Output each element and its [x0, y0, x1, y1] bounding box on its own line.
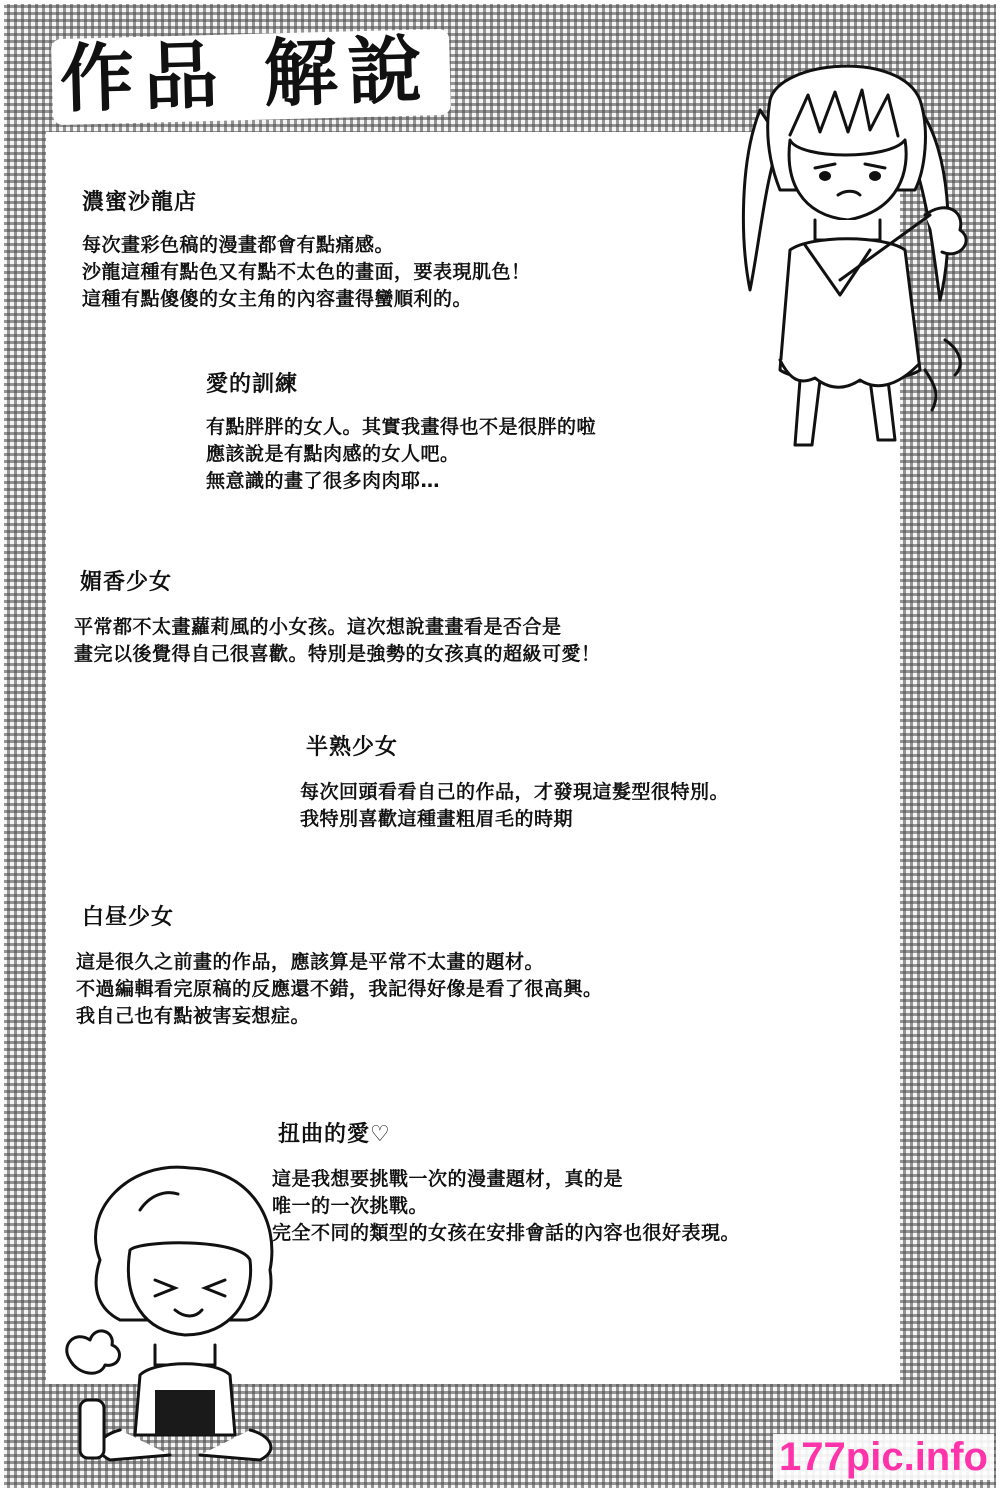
section-line: 每次回頭看看自己的作品，才發現這髮型很特別。: [300, 781, 730, 804]
section-line: 我自己也有點被害妄想症。: [76, 1005, 311, 1028]
section-notes-6: [272, 1120, 740, 1247]
section-line: 唯一的一次挑戰。: [272, 1195, 429, 1218]
section-notes-1: [82, 190, 531, 313]
section-title: 濃蜜沙龍店: [82, 190, 198, 215]
section-line: 沙龍這種有點色又有點不太色的畫面，要表現肌色！: [82, 261, 531, 284]
section-notes-5: [76, 903, 603, 1030]
section-line: 畫完以後覺得自己很喜歡。特別是強勢的女孩真的超級可愛！: [74, 643, 601, 666]
section-line: 這是很久之前畫的作品，應該算是平常不太畫的題材。: [76, 951, 545, 974]
section-title: 扭曲的愛♡: [272, 1120, 397, 1150]
page-title: 作品 解說: [51, 29, 451, 125]
section-title: 白昼少女: [76, 903, 180, 933]
section-line: 完全不同的類型的女孩在安排會話的內容也很好表現。: [272, 1222, 741, 1245]
section-notes-3: [74, 568, 601, 668]
section-notes-4: [300, 733, 729, 833]
section-line: 這種有點傻傻的女主角的內容畫得蠻順利的。: [82, 288, 473, 311]
section-line: 有點胖胖的女人。其實我畫得也不是很胖的啦: [206, 416, 597, 439]
watermark: 177pic.info: [773, 1434, 994, 1480]
section-line: 每次畫彩色稿的漫畫都會有點痛感。: [82, 234, 395, 257]
section-notes-2: [206, 372, 596, 495]
section-line: 無意識的畫了很多肉肉耶…: [206, 470, 441, 493]
section-line: 不過編輯看完原稿的反應還不錯，我記得好像是看了很高興。: [76, 978, 603, 1001]
section-line: 平常都不太畫蘿莉風的小女孩。這次想說畫畫看是否合是: [74, 616, 562, 639]
section-title: 半熟少女: [300, 733, 404, 763]
section-line: 我特別喜歡這種畫粗眉毛的時期: [300, 808, 574, 831]
section-title: 愛的訓練: [206, 372, 299, 397]
section-line: 這是我想要挑戰一次的漫畫題材，真的是: [272, 1168, 624, 1191]
character-illustration-sitting-girl: [60, 1150, 300, 1470]
character-illustration-twintail-girl: [720, 40, 980, 460]
section-line: 應該說是有點肉感的女人吧。: [206, 443, 460, 466]
section-title: 媚香少女: [74, 568, 178, 598]
